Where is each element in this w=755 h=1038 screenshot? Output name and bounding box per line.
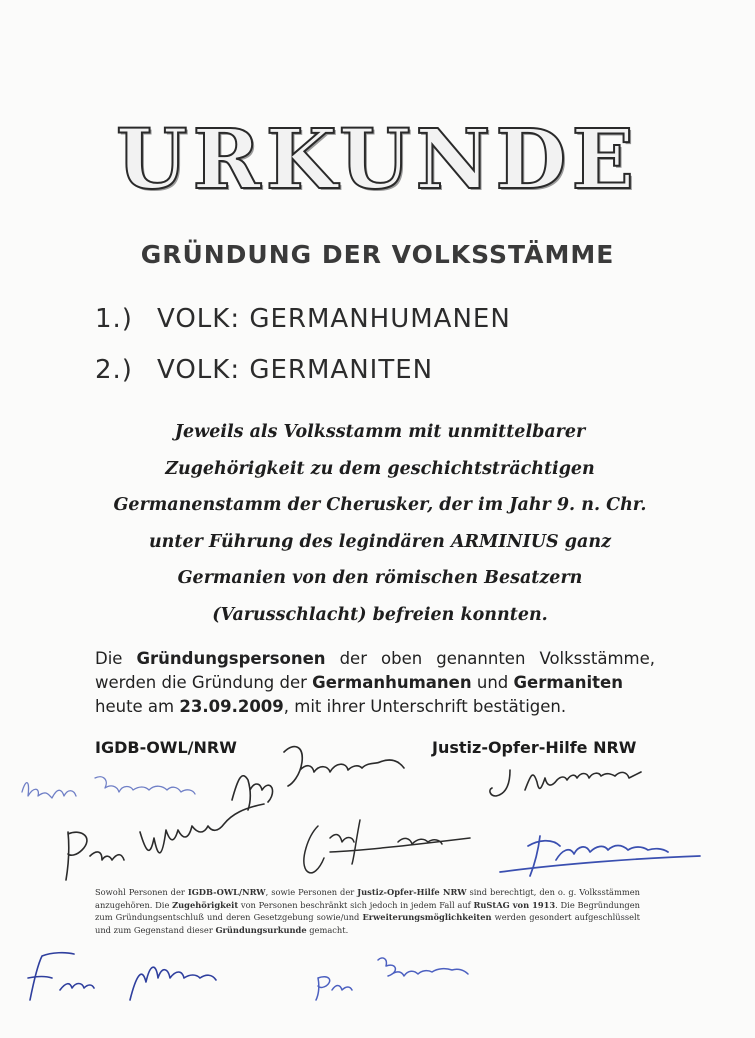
text: , mit ihrer Unterschrift bestätigen. (283, 697, 567, 716)
org-left-label: IGDB-OWL/NRW (95, 738, 237, 757)
emphasis: Gründungspersonen (136, 649, 326, 668)
people-name: VOLK: GERMANITEN (157, 355, 434, 385)
calligraphy-line: Zugehörigkeit zu dem geschichtsträchtigen (165, 458, 595, 479)
signature-michael (232, 747, 404, 810)
emphasis: Justiz-Opfer-Hilfe NRW (357, 887, 467, 897)
emphasis: Gründungsurkunde (215, 924, 307, 935)
text: . Die Begründungen zum Gründungsentschluß und deren Gesetzgebung sowie/und (95, 899, 640, 923)
people-name: VOLK: GERMANHUMANEN (157, 304, 511, 334)
emphasis: Erweiterungsmöglichkeiten (362, 912, 492, 923)
calligraphy-line: Germanenstamm der Cherusker, der im Jahr 9. n. Chr. (113, 495, 647, 515)
text: werden gesondert aufgeschlüsselt und zum Gegenstand dieser (95, 912, 640, 935)
text: , sowie Personen der (265, 887, 358, 897)
text: sind berechtigt, den o. g. Volksstämmen anzugehören. Die (95, 887, 640, 910)
signature-petra (316, 958, 468, 1000)
text: gemacht. (306, 924, 349, 935)
emphasis: Germaniten (513, 673, 623, 692)
signature-right-blue (500, 836, 700, 876)
calligraphy-line: unter Führung des legindären ARMINIUS ganz (148, 531, 612, 552)
signature-franz (28, 953, 216, 1000)
emphasis: IGDB-OWL/NRW (187, 887, 266, 897)
text: werden die Gründung der (95, 673, 313, 692)
text: Die (95, 649, 137, 668)
date: 23.09.2009 (179, 697, 284, 716)
org-right-label: Justiz-Opfer-Hilfe NRW (432, 738, 637, 757)
text: der oben genannten Volksstämme, (325, 649, 655, 668)
text: heute am (95, 697, 180, 716)
signature-winkler (66, 804, 264, 880)
people-number: 1.) (95, 304, 133, 334)
emphasis: Zugehörigkeit (172, 899, 239, 910)
calligraphy-line: (Varusschlacht) befreien konnten. (212, 604, 548, 625)
signature-brigitte (22, 777, 195, 798)
document-subtitle: GRÜNDUNG DER VOLKSSTÄMME (140, 240, 615, 269)
calligraphy-line: Germanien von den römischen Besatzern (177, 568, 583, 588)
emphasis: Germanhumanen (312, 673, 472, 692)
signature-gerd (304, 820, 470, 873)
document-title: URKUNDE (115, 112, 640, 208)
emphasis: RuStAG von 1913 (473, 899, 556, 910)
text: und (471, 673, 514, 692)
text: Sowohl Personen der (95, 887, 188, 897)
calligraphy-line: Jeweils als Volksstamm mit unmittelbarer (174, 422, 586, 442)
people-number: 2.) (95, 355, 133, 385)
text: von Personen beschränkt sich jedoch in jedem Fall auf (238, 899, 474, 910)
signature-niemeyer (490, 770, 641, 796)
